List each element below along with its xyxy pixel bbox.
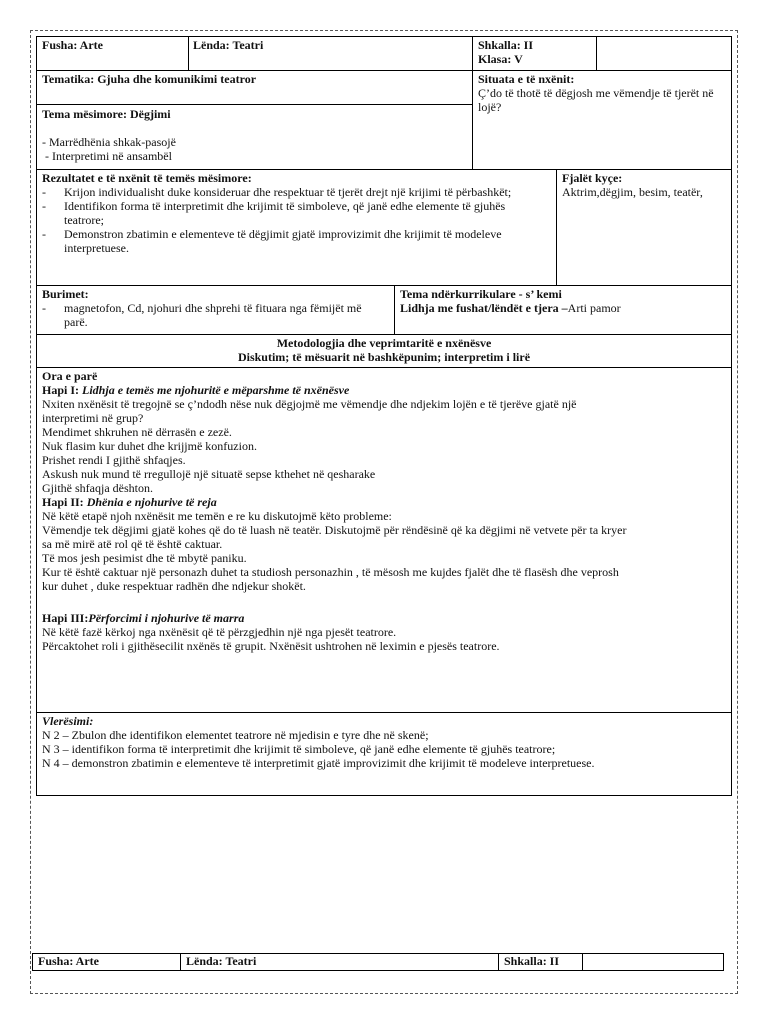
hapi-3-heading: Hapi III:Përforcimi i njohurive të marra [42, 611, 245, 625]
hapi-1-line: Askush nuk mund të rregullojë një situatë sepse kthehet në qesharake [42, 467, 376, 481]
rezultatet-cell [37, 170, 553, 256]
footer-lenda-cell: Lënda: Teatri [186, 954, 257, 968]
metodologjia-title: Metodologjia dhe veprimtaritë e nxënësve [276, 336, 492, 350]
tema-nder-cell [395, 286, 731, 316]
fjalet-label: Fjalët kyçe: [562, 171, 623, 185]
hapi-2-line: Vëmendje tek dëgjimi gjatë kohes që do të luash në teatër. Diskutojmë për rëndësinë që ka dëgjimi në vetvete për ta kryer [42, 523, 627, 537]
burimet-item: - magnetofon, Cd, njohuri dhe shprehi të fituara nga fëmijët më parë. [42, 301, 362, 329]
hapi-3-line: Përcaktohet roli i gjithësecilit nxënës të grupit. Nxënësit ushtrohen në leximin e pjesës teatrore. [42, 639, 500, 653]
hapi-1-line: Nuk flasim kur duhet dhe krijjmë konfuzion. [42, 439, 257, 453]
hapi-1-line: Nxiten nxënësit të tregojnë se ç’ndodh nëse nuk dëgjojmë me vëmendje dhe ndjekim lojën e të tjerëve gjatë një [42, 397, 577, 411]
lidhja-label: Lidhja me fushat/lëndët e tjera – [400, 301, 568, 315]
tema-item: - Marrëdhënia shkak-pasojë [42, 135, 176, 149]
hapi-2-heading: Hapi II: Dhënia e njohurive të reja [42, 495, 217, 509]
rezultat-item: - Krijon individualisht duke konsideruar dhe respektuar të tjerët drejt një krijimi të përbashkët; [42, 185, 512, 199]
hapi-2-line: Kur të është caktuar një personazh duhet ta studiosh personazhin , të mësosh me kujdes fjalët dhe të flasësh dhe veprosh [42, 565, 619, 579]
lidhja-value: Arti pamor [567, 301, 621, 315]
vleresimi-line: N 4 – demonstron zbatimin e elementeve të interpretimit gjatë improvizimit dhe krijimit të modeleve interpretuese. [42, 756, 595, 770]
fjalet-text: Aktrim,dëgjim, besim, teatër, [562, 185, 703, 199]
hapi-2-line: Në këtë etapë njoh nxënësit me temën e re ku diskutojmë këto probleme: [42, 509, 392, 523]
fjalet-cell [557, 170, 731, 200]
vleresimi-line: N 3 – identifikon forma të interpretimit dhe krijimit të simboleve, që janë edhe elemente të gjuhës teatrore; [42, 742, 556, 756]
metodologjia-methods: Diskutim; të mësuarit në bashkëpunim; interpretim i lirë [237, 350, 531, 364]
tema-label: Tema mësimore: Dëgjimi [42, 107, 171, 121]
footer-shkalla-cell: Shkalla: II [504, 954, 560, 968]
situata-cell [473, 71, 731, 115]
hapi-1-line: Prishet rendi I gjithë shfaqjes. [42, 453, 186, 467]
vleresimi-cell [37, 713, 731, 771]
metodologjia-cell [37, 335, 731, 365]
klasa-label: Klasa: V [478, 52, 523, 66]
hapi-1-heading: Hapi I: Lidhja e temës me njohuritë e mëparshme të nxënësve [42, 383, 350, 397]
vleresimi-label: Vlerësimi: [42, 714, 94, 728]
tema-item: - Interpretimi në ansambël [42, 149, 172, 163]
footer-fusha-cell: Fusha: Arte [38, 954, 99, 968]
fusha-cell: Fusha: Arte [42, 38, 103, 52]
rezultat-item: - Identifikon forma të interpretimit dhe krijimit të simboleve, që janë edhe elemente të gjuhës teatrore; [42, 199, 506, 227]
hapi-2-line: Të mos jesh pesimist dhe të mbytë paniku. [42, 551, 247, 565]
rezultatet-label: Rezultatet e të nxënit të temës mësimore: [42, 171, 252, 185]
lenda-cell: Lënda: Teatri [193, 38, 264, 52]
situata-label: Situata e të nxënit: [478, 72, 575, 86]
vleresimi-line: N 2 – Zbulon dhe identifikon elementet teatrore në mjedisin e tyre dhe në skenë; [42, 728, 429, 742]
hapi-1-line: Mendimet shkruhen në dërrasën e zezë. [42, 425, 232, 439]
tema-nder-line: Tema ndërkurrikulare - s’ kemi [400, 287, 562, 301]
hapi-1-line: interpretimi në grup? [42, 411, 144, 425]
situata-text: Ç’do të thotë të dëgjosh me vëmendje të tjerët në lojë? [478, 86, 714, 114]
ora-cell [37, 368, 731, 654]
hapi-2-line: sa më mirë atë rol që të është caktuar. [42, 537, 223, 551]
shkalla-label: Shkalla: II [478, 38, 534, 52]
hapi-3-line: Në këtë fazë kërkoj nga nxënësit që të përzgjedhin një nga pjesët teatrore. [42, 625, 397, 639]
hapi-1-line: Gjithë shfaqja dështon. [42, 481, 153, 495]
burimet-label: Burimet: [42, 287, 89, 301]
tematika-cell: Tematika: Gjuha dhe komunikimi teatror [42, 72, 257, 86]
tema-cell [37, 106, 467, 164]
burimet-cell [37, 286, 391, 330]
hapi-2-line: kur duhet , duke respektuar radhën dhe ndjekur shokët. [42, 579, 306, 593]
ora-title: Ora e parë [42, 369, 98, 383]
shkalla-cell [473, 37, 595, 67]
rezultat-item: - Demonstron zbatimin e elementeve të dëgjimit gjatë improvizimit dhe krijimit të modeleve interpretuese. [42, 227, 502, 255]
